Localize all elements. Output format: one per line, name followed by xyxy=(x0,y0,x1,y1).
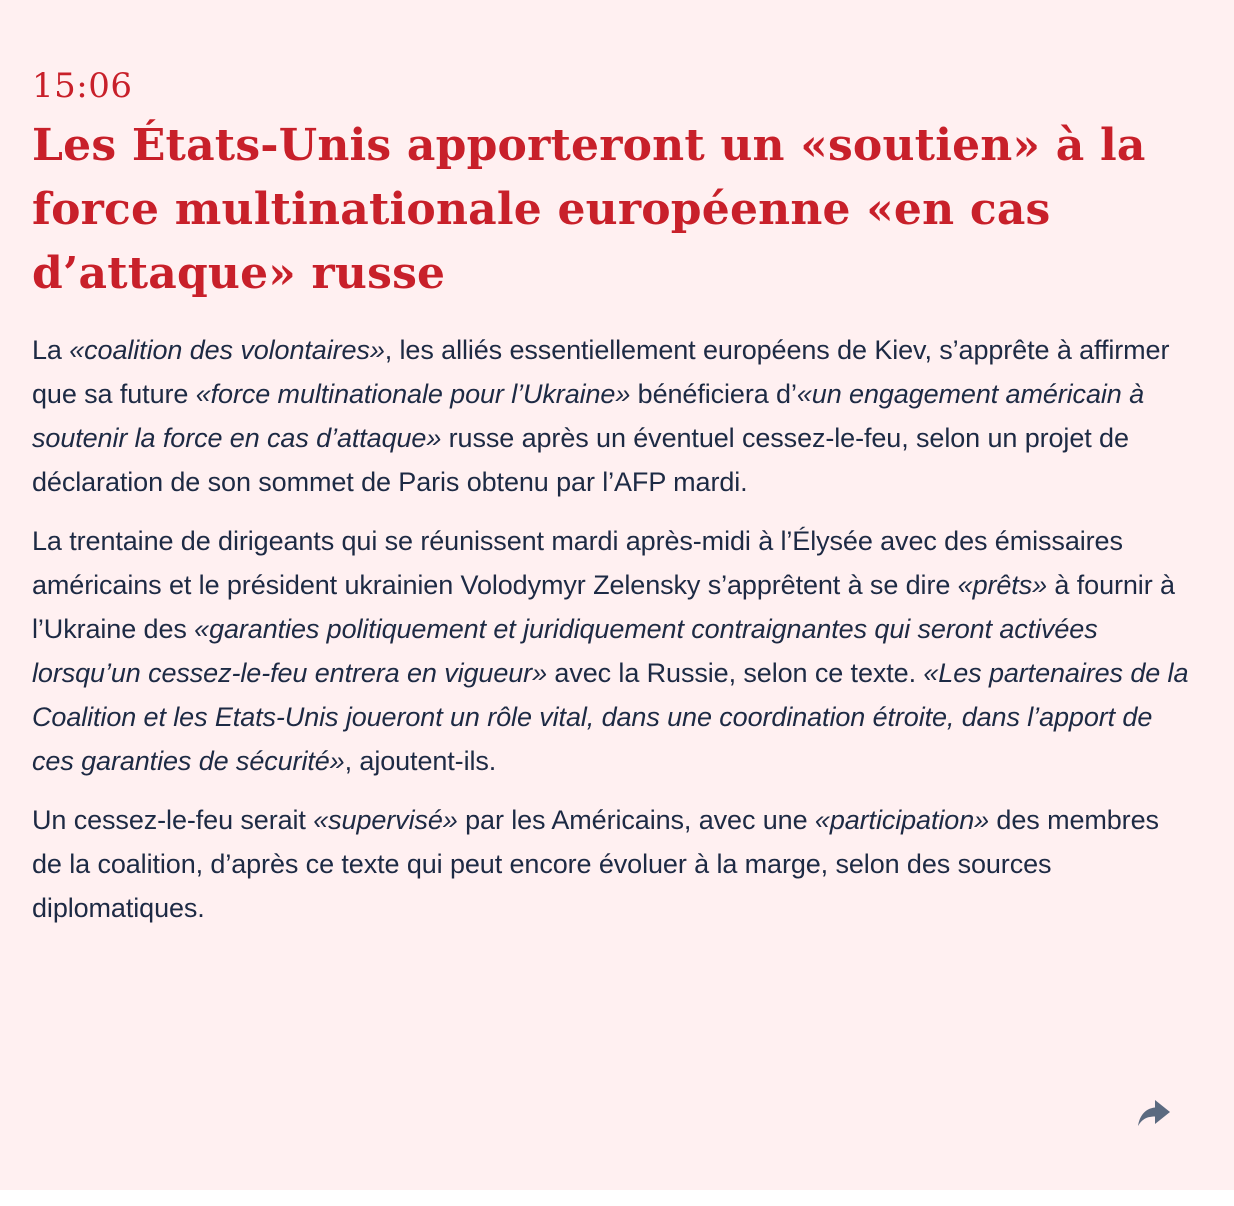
text-segment: La xyxy=(32,335,70,365)
text-segment: à fournir à l’Ukraine des xyxy=(32,570,1175,644)
post-paragraph xyxy=(32,519,1194,783)
quote-segment: «participation» xyxy=(814,805,990,835)
quote-segment: «prêts» xyxy=(957,570,1048,600)
text-segment: par les Américains, avec une xyxy=(457,805,815,835)
quote-segment: «un engagement américain à soutenir la force en cas d’attaque» xyxy=(32,379,1145,453)
quote-segment: «force multinationale pour l’Ukraine» xyxy=(195,379,631,409)
post-title: Les États-Unis apporteront un «soutien» à la force multinationale européenne «en cas d’attaque» russe xyxy=(32,120,1146,299)
text-segment: , les alliés essentiellement européens de Kiev, s’apprête à affirmer que sa future xyxy=(32,335,1170,409)
share-arrow-icon xyxy=(1134,1092,1174,1132)
text-segment: bénéficiera d’ xyxy=(630,379,797,409)
post-body xyxy=(32,328,1194,930)
text-segment: russe après un éventuel cessez-le-feu, selon un projet de déclaration de son sommet de Paris obtenu par l’AFP mardi. xyxy=(32,423,1129,497)
text-segment: avec la Russie, selon ce texte. xyxy=(547,658,924,688)
quote-segment: «garanties politiquement et juridiquement contraignantes qui seront activées lorsqu’un cessez-le-feu entrera en vigueur» xyxy=(32,614,1098,688)
quote-segment: «supervisé» xyxy=(313,805,458,835)
post-paragraph xyxy=(32,328,1194,504)
quote-segment: «coalition des volontaires» xyxy=(69,335,385,365)
text-segment: Un cessez-le-feu serait xyxy=(32,805,314,835)
text-segment: des membres de la coalition, d’après ce texte qui peut encore évoluer à la marge, selon des sources diplomatiques. xyxy=(32,805,1159,923)
post-paragraph xyxy=(32,798,1194,930)
quote-segment: «Les partenaires de la Coalition et les Etats-Unis joueront un rôle vital, dans une coordination étroite, dans l’apport de ces garanties de sécurité» xyxy=(32,658,1189,776)
text-segment: , ajoutent-ils. xyxy=(344,746,497,776)
share-button[interactable] xyxy=(1134,1092,1174,1132)
text-segment: La trentaine de dirigeants qui se réunissent mardi après-midi à l’Élysée avec des émissaires américains et le président ukrainien Volodymyr Zelensky s’apprêtent à se dire xyxy=(32,526,1123,600)
post-time: 15:06 xyxy=(32,66,133,106)
